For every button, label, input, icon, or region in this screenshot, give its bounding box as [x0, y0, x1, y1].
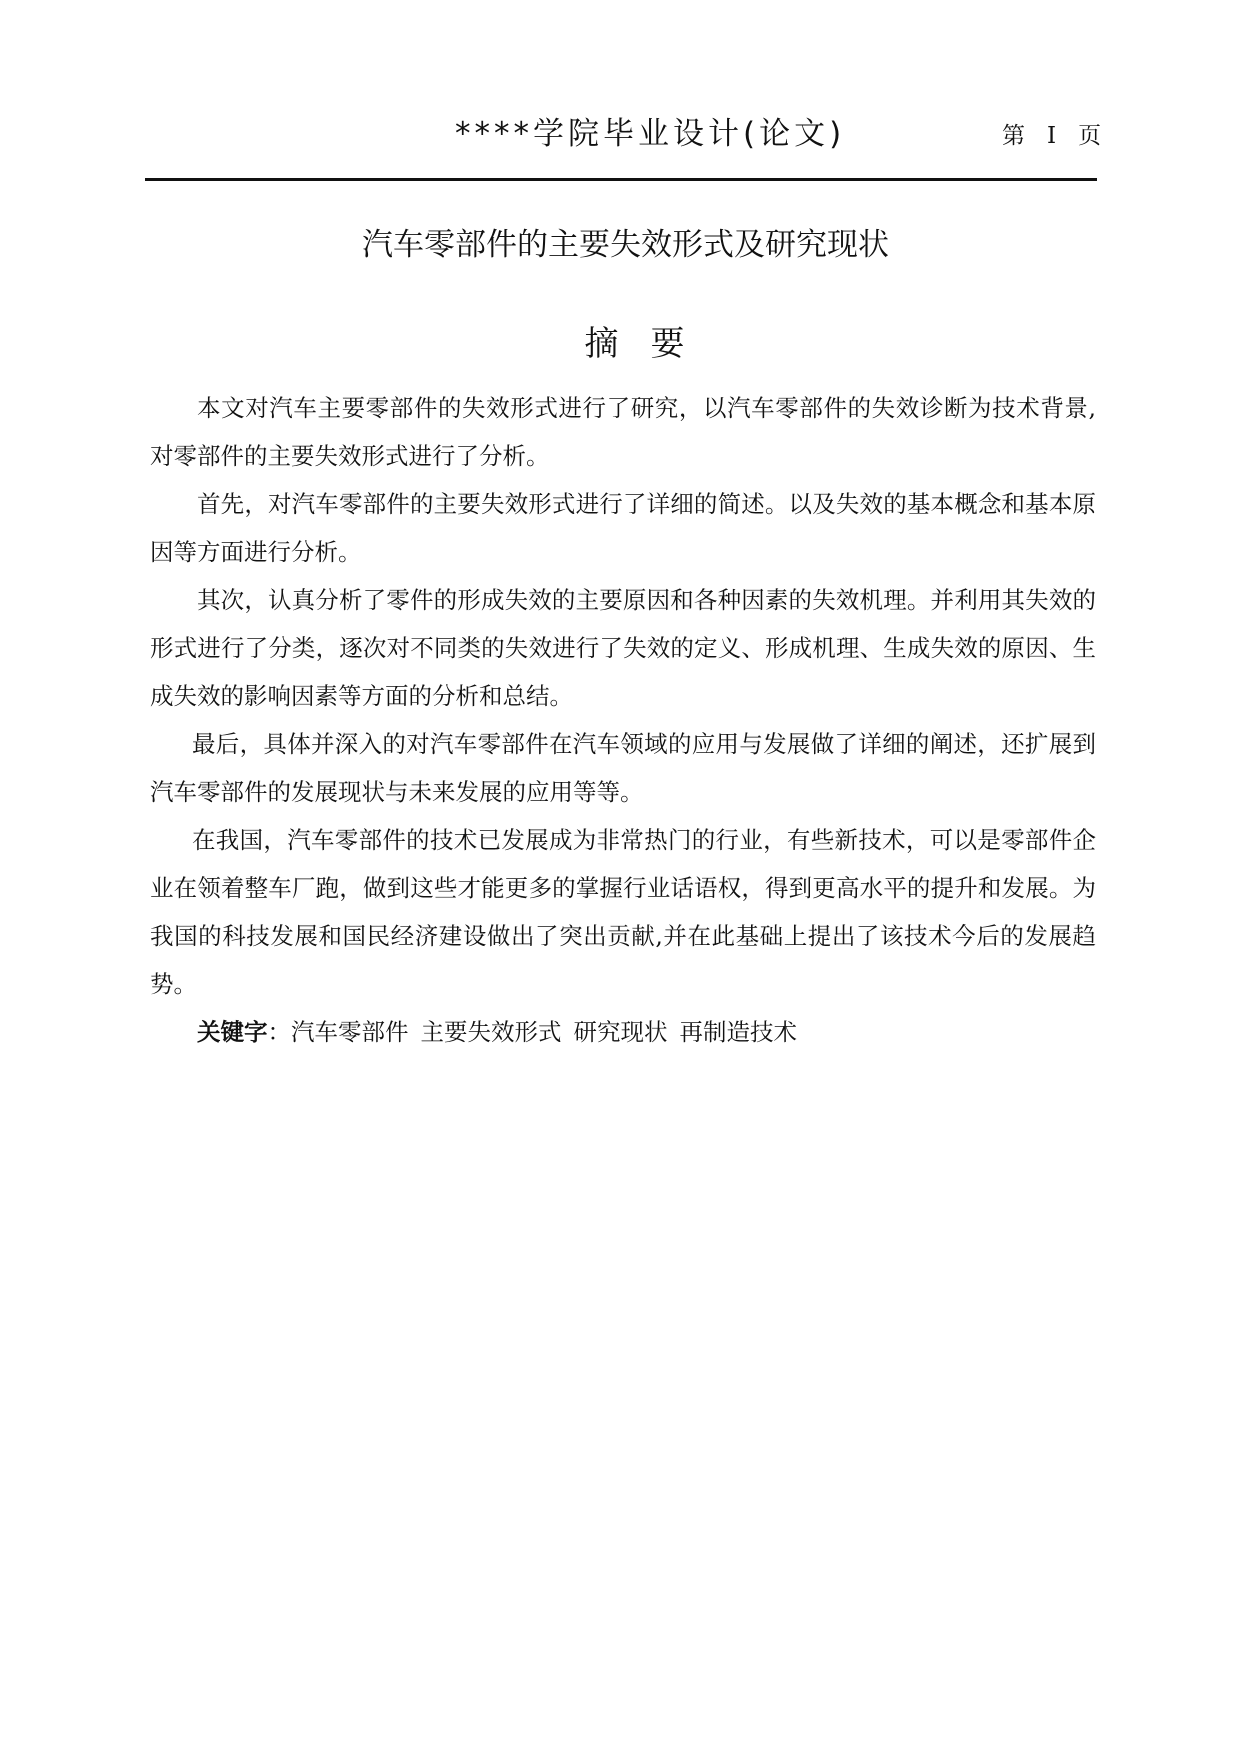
keyword: 再制造技术: [679, 1018, 797, 1046]
keywords-label: 关键字: [197, 1018, 268, 1046]
abstract-paragraph: 本文对汽车主要零部件的失效形式进行了研究，以汽车零部件的失效诊断为技术背景,对零部件的主要失效形式进行了分析。: [150, 394, 1096, 470]
running-header-title: ****学院毕业设计(论文): [455, 116, 846, 152]
page-label-pre: 第: [1002, 123, 1025, 149]
page-number-label: [1002, 120, 1101, 152]
abstract-paragraph: 首先，对汽车零部件的主要失效形式进行了详细的简述。以及失效的基本概念和基本原因等方面进行分析。: [150, 490, 1096, 566]
abstract-paragraph: 在我国，汽车零部件的技术已发展成为非常热门的行业，有些新技术，可以是零部件企业在领着整车厂跑，做到这些才能更多的掌握行业话语权，得到更高水平的提升和发展。为我国的科技发展和国民经济建设做出了突出贡献,并在此基础上提出了该技术今后的发展趋势。: [150, 826, 1097, 998]
keyword: 主要失效形式: [420, 1018, 562, 1046]
keyword: 研究现状: [573, 1018, 668, 1046]
abstract-paragraph: 最后，具体并深入的对汽车零部件在汽车领域的应用与发展做了详细的阐述，还扩展到汽车零部件的发展现状与未来发展的应用等等。: [150, 730, 1096, 806]
abstract-heading: 摘要: [584, 324, 717, 364]
header-divider: [145, 178, 1097, 181]
page-label-post: 页: [1078, 123, 1102, 149]
page-number: I: [1047, 123, 1057, 149]
keywords-line: [150, 1008, 1096, 1056]
document-title: 汽车零部件的主要失效形式及研究现状: [362, 227, 889, 263]
abstract-body: [150, 384, 1096, 1056]
keyword: 汽车零部件: [291, 1018, 409, 1046]
keywords-colon: ：: [267, 1018, 291, 1046]
abstract-paragraph: 其次，认真分析了零件的形成失效的主要原因和各种因素的失效机理。并利用其失效的形式进行了分类，逐次对不同类的失效进行了失效的定义、形成机理、生成失效的原因、生成失效的影响因素等方面的分析和总结。: [150, 586, 1096, 710]
